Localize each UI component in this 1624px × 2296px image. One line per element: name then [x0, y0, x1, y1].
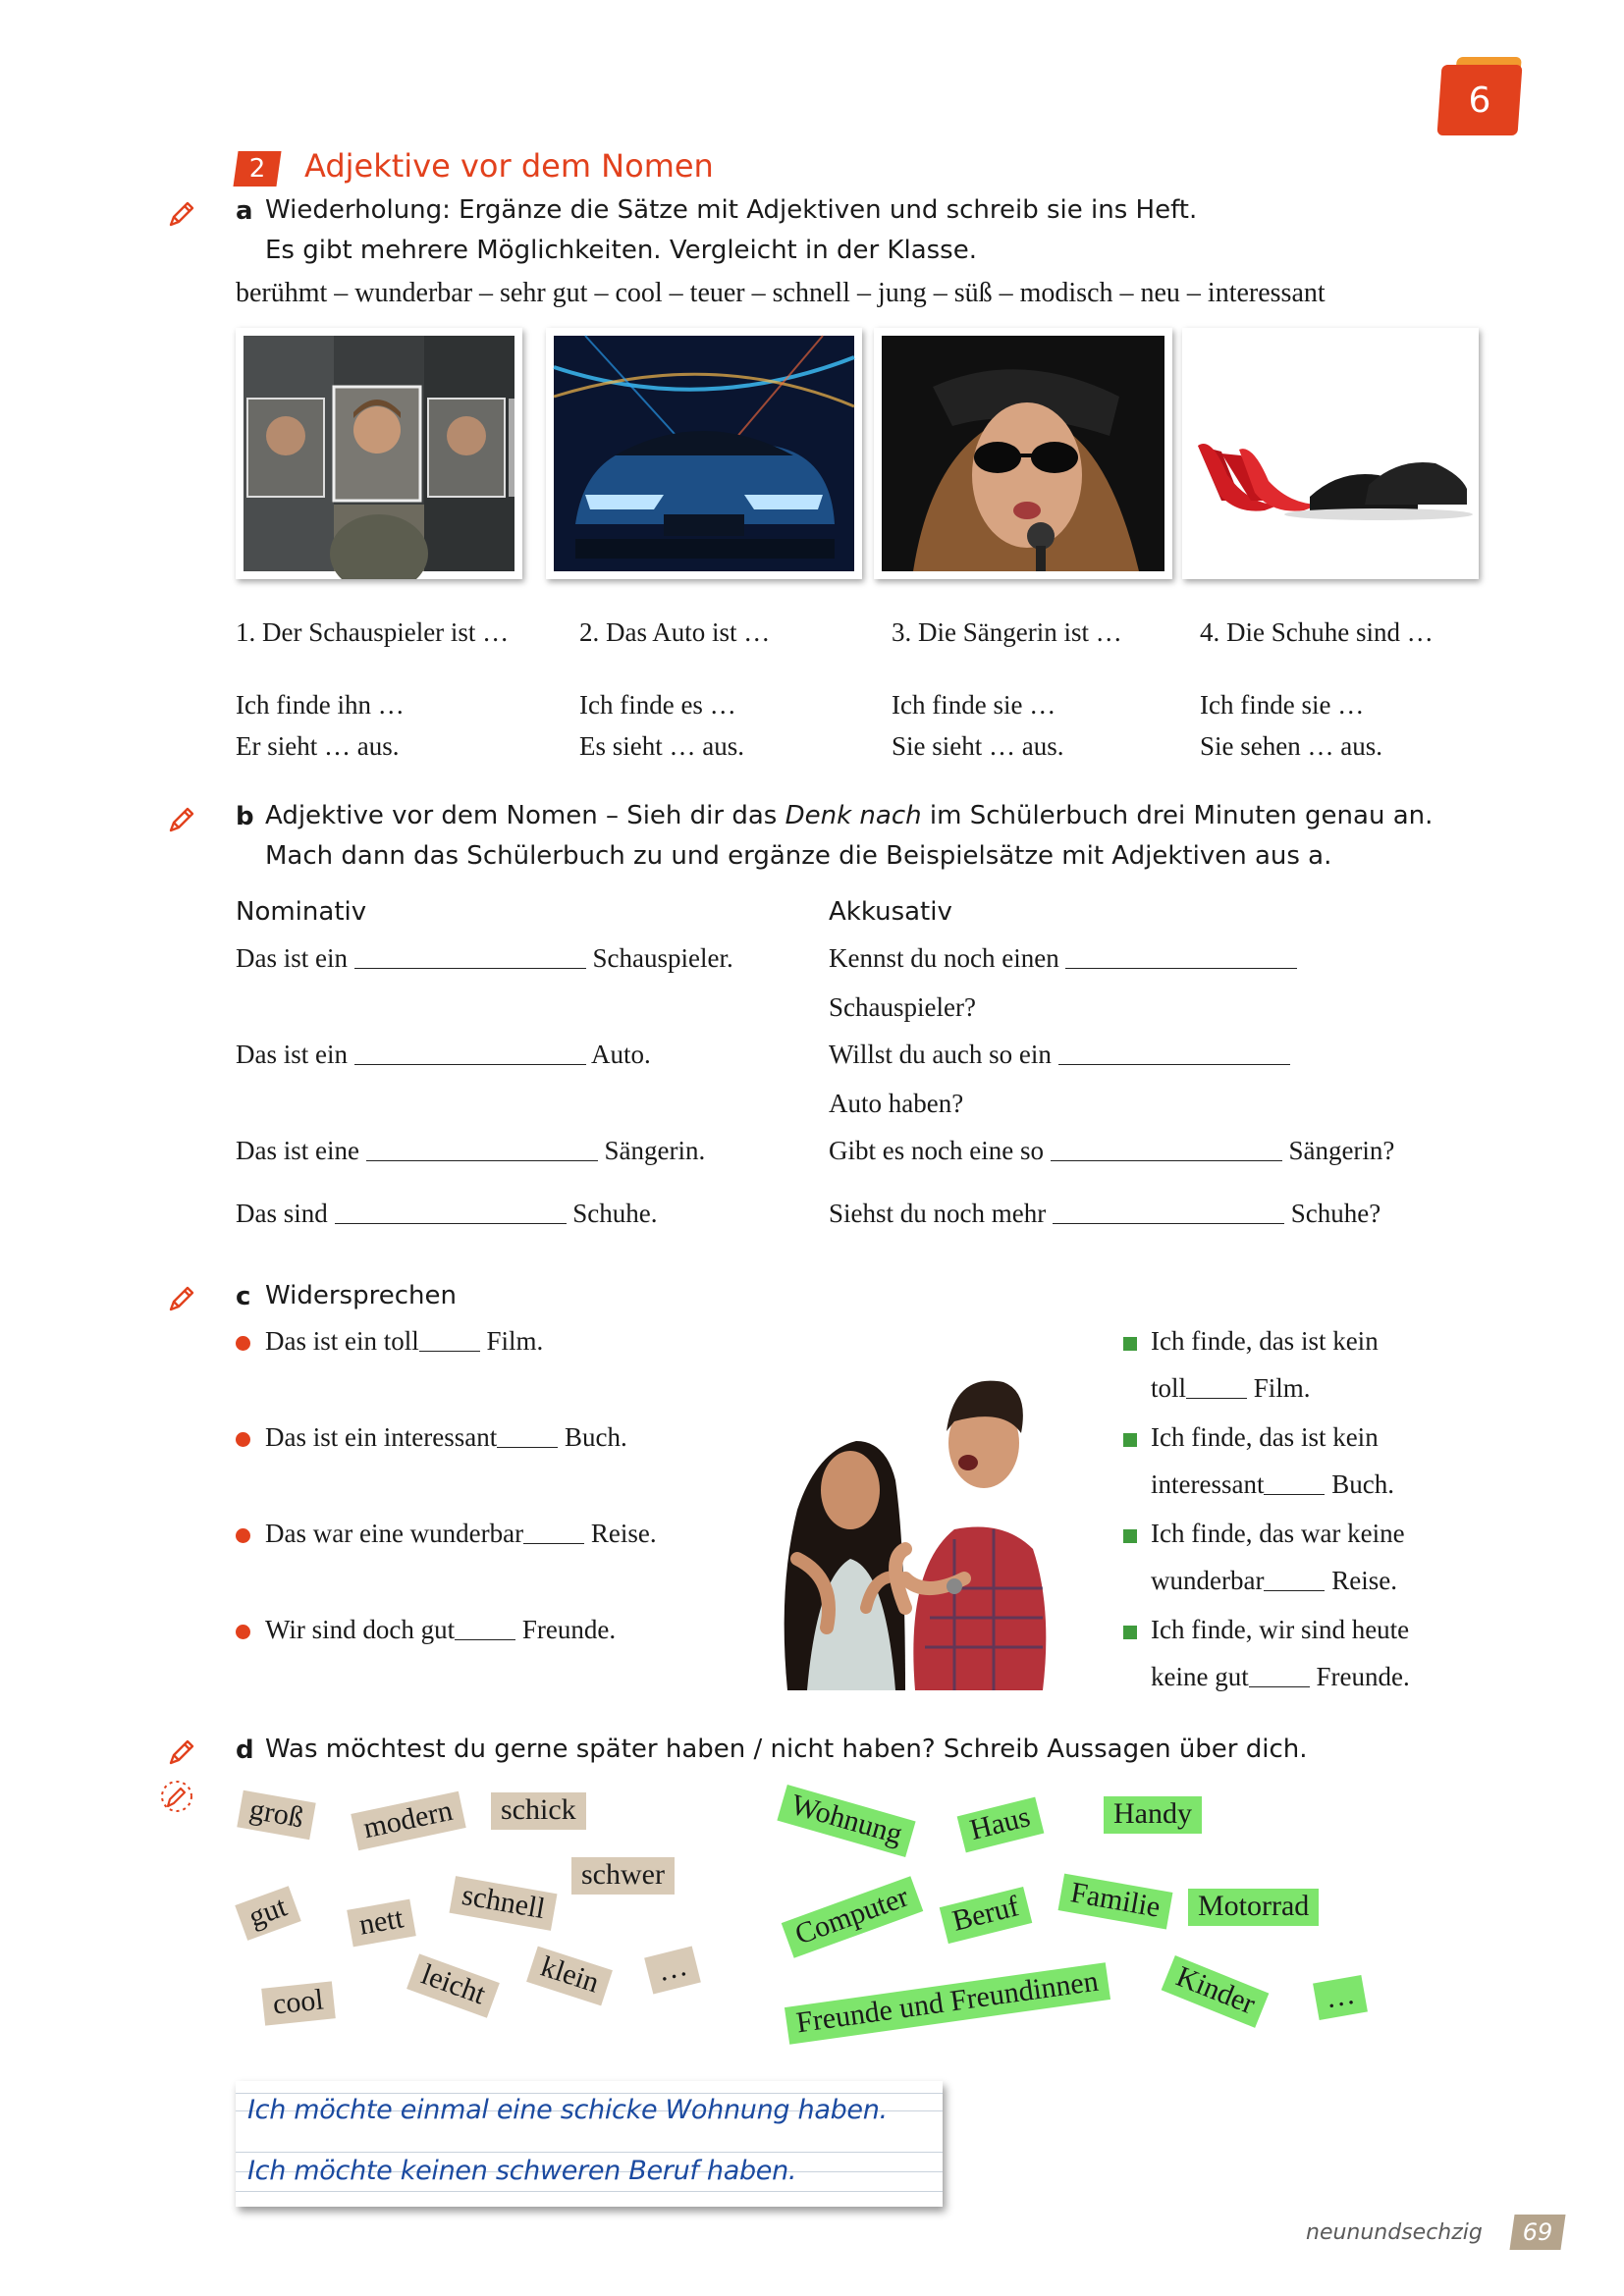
photo-arguing-couple — [758, 1353, 1072, 1690]
section-number: 2 — [248, 154, 266, 184]
example-sentence-2: Ich möchte keinen schweren Beruf haben. — [247, 2156, 797, 2186]
photo-car — [546, 328, 862, 579]
red-bullet — [236, 1432, 250, 1447]
fill-blank[interactable] — [1065, 946, 1297, 969]
fill-blank[interactable] — [1053, 1201, 1284, 1224]
photo-singer — [874, 328, 1172, 579]
reply-3-line-2: wunderbar Reise. — [1151, 1566, 1397, 1595]
fill-blank[interactable] — [523, 1522, 584, 1544]
reply-4-line-2: keine gut Freunde. — [1151, 1662, 1410, 1691]
task-b-instruction-2: Mach dann das Schülerbuch zu und ergänze die Beispielsätze mit Adjektiven aus a. — [265, 841, 1332, 871]
caption-2-line-2: Es sieht … aus. — [579, 731, 744, 761]
caption-4-title: 4. Die Schuhe sind … — [1200, 617, 1434, 647]
akkusativ-sentence-1: Kennst du noch einen — [829, 942, 1297, 974]
noun-tag[interactable]: Haus — [957, 1797, 1044, 1853]
caption-3-line-2: Sie sieht … aus. — [892, 731, 1064, 761]
caption-2-title: 2. Das Auto ist … — [579, 617, 771, 647]
page-number-badge — [1512, 2215, 1563, 2250]
fill-blank[interactable] — [1058, 1042, 1290, 1065]
reply-1-line-2: toll Film. — [1151, 1373, 1311, 1403]
akkusativ-sentence-3: Gibt es noch eine so Sängerin? — [829, 1136, 1395, 1165]
task-c-letter: c — [236, 1282, 251, 1311]
akkusativ-sentence-4: Siehst du noch mehr Schuhe? — [829, 1199, 1381, 1228]
akkusativ-sentence-1-end: Schauspieler? — [829, 992, 976, 1022]
adjective-word-list: berühmt – wunderbar – sehr gut – cool – teuer – schnell – jung – süß – modisch – neu – interessant — [236, 278, 1326, 308]
noun-tag[interactable]: Motorrad — [1188, 1889, 1319, 1926]
nominativ-sentence-3: Das ist eine Sängerin. — [236, 1136, 706, 1165]
caption-1-title: 1. Der Schauspieler ist … — [236, 617, 510, 647]
caption-4-line-1: Ich finde sie … — [1200, 690, 1365, 720]
reply-3-line-1: Ich finde, das war keine — [1151, 1519, 1405, 1548]
pencil-icon — [167, 805, 196, 834]
adjective-tag[interactable]: nett — [347, 1899, 416, 1948]
noun-tag[interactable]: Computer — [782, 1876, 924, 1958]
noun-tag[interactable]: … — [1313, 1975, 1368, 2020]
statement-4: Wir sind doch gut Freunde. — [265, 1615, 617, 1644]
task-a-letter: a — [236, 196, 253, 226]
caption-1-line-1: Ich finde ihn … — [236, 690, 405, 720]
noun-tag[interactable]: Handy — [1104, 1796, 1202, 1834]
green-bullet — [1123, 1433, 1137, 1447]
akkusativ-heading: Akkusativ — [829, 897, 952, 927]
fill-blank[interactable] — [1264, 1472, 1325, 1495]
photo-actor — [236, 328, 522, 579]
nominativ-sentence-4: Das sind Schuhe. — [236, 1199, 658, 1228]
fill-blank[interactable] — [455, 1618, 515, 1640]
chapter-tab — [1435, 57, 1528, 135]
denk-nach-emphasis: Denk nach — [785, 801, 922, 830]
fill-blank[interactable] — [354, 946, 586, 969]
adjective-tag[interactable]: schick — [491, 1792, 586, 1830]
akkusativ-sentence-2: Willst du auch so ein — [829, 1039, 1290, 1070]
section-title: Adjektive vor dem Nomen — [304, 147, 714, 185]
caption-3-title: 3. Die Sängerin ist … — [892, 617, 1122, 647]
akkusativ-sentence-2-end: Auto haben? — [829, 1089, 964, 1118]
task-a-instruction-2: Es gibt mehrere Möglichkeiten. Vergleicht in der Klasse. — [265, 236, 977, 265]
noun-tag[interactable]: Wohnung — [777, 1785, 915, 1857]
red-bullet — [236, 1336, 250, 1351]
fill-blank[interactable] — [1264, 1569, 1325, 1591]
task-d-title: Was möchtest du gerne später haben / nicht haben? Schreib Aussagen über dich. — [265, 1735, 1308, 1764]
fill-blank[interactable] — [1186, 1376, 1247, 1399]
task-b-instruction-1: Adjektive vor dem Nomen – Sieh dir das Denk nach im Schülerbuch drei Minuten genau an. — [265, 801, 1434, 830]
statement-3: Das war eine wunderbar Reise. — [265, 1519, 657, 1548]
pencil-icon — [167, 199, 196, 229]
nominativ-heading: Nominativ — [236, 897, 367, 927]
caption-1-line-2: Er sieht … aus. — [236, 731, 400, 761]
fill-blank[interactable] — [497, 1425, 558, 1448]
statement-2: Das ist ein interessant Buch. — [265, 1422, 627, 1452]
task-b-letter: b — [236, 802, 254, 831]
pencil-icon — [167, 1737, 196, 1767]
noun-tag[interactable]: Familie — [1058, 1874, 1173, 1930]
fill-blank[interactable] — [354, 1042, 586, 1065]
green-bullet — [1123, 1626, 1137, 1639]
reply-2-line-1: Ich finde, das ist kein — [1151, 1422, 1379, 1452]
fill-blank[interactable] — [419, 1329, 480, 1352]
creative-pencil-icon — [159, 1779, 194, 1814]
fill-blank[interactable] — [1249, 1665, 1310, 1687]
pencil-icon — [167, 1284, 196, 1313]
noun-tag[interactable]: Kinder — [1162, 1955, 1270, 2028]
adjective-tag[interactable]: … — [644, 1947, 701, 1995]
noun-tag[interactable]: Beruf — [940, 1887, 1033, 1944]
red-bullet — [236, 1528, 250, 1543]
adjective-tag[interactable]: cool — [261, 1981, 335, 2025]
caption-3-line-1: Ich finde sie … — [892, 690, 1056, 720]
adjective-tag[interactable]: modern — [351, 1791, 465, 1850]
nominativ-sentence-2: Das ist ein Auto. — [236, 1040, 651, 1069]
adjective-tag[interactable]: groß — [237, 1790, 315, 1840]
fill-blank[interactable] — [335, 1201, 567, 1224]
adjective-tag[interactable]: leicht — [406, 1953, 499, 2017]
nominativ-sentence-1: Das ist ein Schauspieler. — [236, 943, 733, 973]
example-sentence-1: Ich möchte einmal eine schicke Wohnung haben. — [247, 2095, 888, 2125]
chapter-number: 6 — [1468, 80, 1491, 121]
red-bullet — [236, 1625, 250, 1639]
section-number-badge — [236, 151, 279, 187]
adjective-tag[interactable]: schnell — [449, 1876, 557, 1931]
task-d-letter: d — [236, 1735, 254, 1765]
task-c-title: Widersprechen — [265, 1281, 457, 1310]
adjective-tag[interactable]: schwer — [571, 1857, 675, 1895]
example-note — [236, 2081, 943, 2207]
fill-blank[interactable] — [366, 1139, 598, 1161]
task-a-instruction-1: Wiederholung: Ergänze die Sätze mit Adjektiven und schreib sie ins Heft. — [265, 195, 1198, 225]
page-number-word: neunundsechzig — [1306, 2220, 1483, 2245]
statement-1: Das ist ein toll Film. — [265, 1326, 544, 1356]
adjective-tag[interactable]: gut — [235, 1886, 301, 1941]
photo-shoes — [1182, 328, 1479, 579]
fill-blank[interactable] — [1051, 1139, 1282, 1161]
caption-4-line-2: Sie sehen … aus. — [1200, 731, 1382, 761]
green-bullet — [1123, 1529, 1137, 1543]
reply-4-line-1: Ich finde, wir sind heute — [1151, 1615, 1410, 1644]
reply-2-line-2: interessant Buch. — [1151, 1469, 1394, 1499]
noun-tag[interactable]: Freunde und Freundinnen — [785, 1962, 1110, 2045]
reply-1-line-1: Ich finde, das ist kein — [1151, 1326, 1379, 1356]
green-bullet — [1123, 1337, 1137, 1351]
caption-2-line-1: Ich finde es … — [579, 690, 736, 720]
adjective-tag[interactable]: klein — [526, 1947, 613, 2006]
page-number: 69 — [1522, 2218, 1553, 2246]
